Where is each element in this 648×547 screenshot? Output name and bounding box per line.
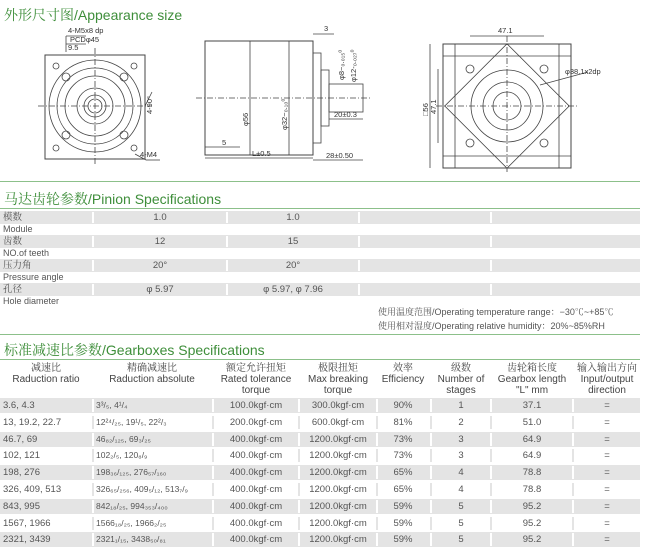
cell-length: 78.8	[522, 484, 542, 495]
cell-abs: 12²⁴/₂₅, 19¹/₅, 22²/₃	[96, 416, 167, 427]
cell-max: 1200.0kgf·cm	[309, 534, 367, 546]
cell-stages: 4	[458, 484, 464, 495]
pinion-row-hole	[0, 283, 640, 296]
pinion-label-en: NO.of teeth	[3, 248, 50, 258]
cell-rated: 400.0kgf·cm	[229, 484, 283, 495]
header-en: Rated tolerance torque	[220, 374, 292, 396]
table-row	[0, 415, 640, 430]
pinion-value: φ 5.97, φ 7.96	[263, 284, 323, 295]
cell-ratio: 13, 19.2, 22.7	[3, 416, 62, 428]
cell-length: 51.0	[522, 416, 542, 428]
cell-divider	[92, 433, 94, 446]
cell-stages: 3	[458, 450, 464, 462]
dim-label: φ32−₀.₁₀⁰	[280, 98, 289, 130]
cell-divider	[92, 449, 94, 462]
cell-rated: 200.0kgf·cm	[229, 416, 283, 428]
pinion-label-en: Pressure angle	[3, 272, 64, 282]
header-cn: 极限扭矩	[318, 363, 358, 374]
cell-eff: 65%	[393, 467, 413, 479]
cell-abs: 2321₁/₁₅, 3438₅₀/₈₁	[96, 534, 166, 545]
header-rated-torque	[214, 363, 298, 396]
dim-label: 28±0.50	[326, 151, 354, 160]
header-cn: 齿轮箱长度	[507, 363, 557, 374]
pinion-value: 1.0	[286, 212, 300, 223]
appearance-drawing	[0, 22, 648, 172]
table-row	[0, 516, 640, 531]
cell-ratio: 1567, 1966	[3, 517, 51, 529]
header-en: Gearbox length "L" mm	[497, 374, 567, 396]
cell-stages: 4	[458, 467, 464, 479]
table-row	[0, 532, 640, 547]
cell-dir: =	[604, 500, 610, 512]
header-en: Max breaking torque	[307, 374, 369, 396]
table-row	[0, 432, 640, 447]
cell-abs: 198₃₆/₁₂₅, 276₅₇/₁₆₀	[96, 467, 167, 478]
header-cn: 输入输出方向	[577, 363, 637, 374]
table-row	[0, 482, 640, 497]
dim-label: 4-M4	[140, 150, 158, 159]
cell-divider	[358, 284, 360, 295]
cell-divider	[358, 212, 360, 223]
pinion-value: 20°	[285, 260, 301, 271]
table-row	[0, 448, 640, 463]
cell-divider	[92, 533, 94, 546]
section-divider	[0, 359, 640, 360]
temperature-note: 使用温度范围/Operating temperature range：−30℃~+85℃	[378, 307, 614, 317]
cell-dir: =	[604, 517, 610, 529]
pinion-label: 压力角	[3, 260, 32, 271]
pinion-value: 20°	[152, 260, 168, 271]
cell-divider	[92, 466, 94, 479]
cell-ratio: 46.7, 69	[3, 433, 38, 445]
section-divider	[0, 181, 640, 182]
cell-dir: =	[604, 433, 610, 445]
pinion-value: φ 5.97	[146, 284, 174, 295]
section-divider	[0, 334, 640, 335]
cell-length: 95.2	[522, 534, 542, 546]
cell-max: 1200.0kgf·cm	[309, 517, 367, 529]
cell-max: 1200.0kgf·cm	[309, 467, 367, 479]
cell-max: 1200.0kgf·cm	[309, 433, 367, 445]
cell-divider	[92, 517, 94, 530]
dim-label: 20±0.3	[334, 110, 357, 119]
cell-eff: 81%	[393, 416, 413, 428]
pinion-label: 模数	[3, 212, 23, 223]
cell-ratio: 843, 995	[3, 500, 40, 512]
cell-stages: 5	[458, 534, 464, 546]
header-en: Raduction ratio	[12, 374, 80, 385]
cell-eff: 59%	[393, 517, 413, 529]
header-cn: 精确减速比	[127, 363, 177, 374]
cell-ratio: 326, 409, 513	[3, 484, 62, 495]
cell-eff: 65%	[393, 484, 413, 495]
section-divider	[0, 208, 640, 209]
header-absolute	[92, 363, 212, 385]
cell-dir: =	[604, 416, 610, 428]
cell-rated: 400.0kgf·cm	[229, 433, 283, 445]
dim-label: 4-M5x8 dp	[68, 26, 104, 35]
dim-label: □56	[421, 103, 430, 116]
dim-label: L±0.5	[252, 149, 271, 158]
header-en: Input/output direction	[580, 374, 634, 396]
header-stages	[432, 363, 490, 396]
header-ratio	[0, 363, 92, 385]
cell-max: 1200.0kgf·cm	[309, 484, 367, 495]
pinion-row-pressure-angle	[0, 259, 640, 272]
cell-max: 300.0kgf·cm	[311, 400, 365, 411]
pinion-value: 1.0	[153, 212, 167, 223]
cell-ratio: 198, 276	[3, 467, 40, 479]
cell-divider	[92, 500, 94, 513]
cell-divider	[92, 483, 94, 496]
cell-stages: 3	[458, 433, 464, 445]
cell-divider	[490, 236, 492, 247]
cell-rated: 400.0kgf·cm	[229, 500, 283, 512]
cell-max: 600.0kgf·cm	[311, 416, 365, 428]
cell-eff: 59%	[393, 500, 413, 512]
cell-dir: =	[604, 450, 610, 462]
cell-dir: =	[604, 467, 610, 479]
cell-max: 1200.0kgf·cm	[309, 500, 367, 512]
pinion-label: 齿数	[3, 236, 23, 247]
cell-ratio: 102, 121	[3, 450, 40, 462]
cell-divider	[92, 416, 94, 429]
cell-length: 78.8	[522, 467, 542, 479]
header-en: Number of stages	[437, 374, 485, 396]
table-row	[0, 465, 640, 480]
section-title-pinion: 马达齿轮参数/Pinion Specifications	[4, 191, 222, 207]
cell-eff: 73%	[393, 450, 413, 462]
cell-stages: 5	[458, 517, 464, 529]
dim-label: 47.1	[429, 99, 438, 114]
cell-divider	[358, 236, 360, 247]
table-row	[0, 499, 640, 514]
cell-stages: 1	[458, 400, 464, 411]
cell-divider	[358, 260, 360, 271]
cell-divider	[490, 284, 492, 295]
cell-abs: 326₆₅/₂₅₆, 409₅/₁₂, 513₇/₉	[96, 484, 188, 494]
header-direction	[574, 363, 640, 396]
dim-label: φ56	[241, 112, 250, 126]
cell-length: 37.1	[522, 400, 542, 411]
cell-length: 64.9	[522, 450, 542, 462]
cell-rated: 400.0kgf·cm	[229, 534, 283, 546]
pinion-label: 孔径	[3, 284, 23, 295]
pinion-value: 12	[154, 236, 166, 247]
cell-length: 95.2	[522, 500, 542, 512]
cell-eff: 90%	[393, 400, 413, 411]
cell-abs: 102₂/₅, 120₈/₉	[96, 450, 148, 461]
cell-ratio: 3.6, 4.3	[3, 400, 35, 411]
header-cn: 额定允许扭矩	[226, 363, 286, 374]
cell-abs: 3³/₅, 4¹/₄	[96, 400, 128, 410]
cell-eff: 73%	[393, 433, 413, 445]
dim-label: PCDφ45	[70, 35, 100, 44]
dim-label: 4-90°	[145, 95, 154, 114]
cell-rated: 400.0kgf·cm	[229, 517, 283, 529]
cell-divider	[92, 399, 94, 412]
header-max-torque	[300, 363, 376, 396]
header-cn: 减速比	[31, 363, 61, 374]
dim-label: φ38.1x2dp	[565, 67, 601, 76]
header-en: Efficiency	[381, 374, 425, 385]
cell-divider	[490, 260, 492, 271]
dim-label: 47.1	[498, 26, 513, 35]
cell-dir: =	[604, 400, 610, 411]
section-title-gearbox: 标准减速比参数/Gearboxes Specifications	[4, 342, 265, 358]
dim-label: φ12-₀.₀₂₇⁰	[349, 49, 358, 82]
cell-eff: 59%	[393, 534, 413, 546]
cell-abs: 46₈₂/₁₂₅, 69₃/₂₅	[96, 433, 151, 444]
dim-label: φ8−₀.₀₁₅⁰	[337, 49, 346, 80]
pinion-label-en: Hole diameter	[3, 296, 60, 306]
header-en: Raduction absolute	[109, 374, 195, 385]
cell-dir: =	[604, 484, 610, 495]
dim-label: 5	[222, 138, 227, 147]
cell-length: 95.2	[522, 517, 542, 529]
humidity-note: 使用相对湿度/Operating relative humidity：20%~85%RH	[378, 321, 605, 331]
cell-dir: =	[604, 534, 610, 546]
header-efficiency	[378, 363, 428, 385]
pinion-row-module	[0, 211, 640, 224]
header-cn: 级数	[451, 363, 471, 374]
table-row	[0, 398, 640, 413]
pinion-label-en: Module	[3, 224, 33, 234]
pinion-row-teeth	[0, 235, 640, 248]
cell-rated: 100.0kgf·cm	[229, 400, 283, 411]
cell-rated: 400.0kgf·cm	[229, 467, 283, 479]
header-cn: 效率	[393, 363, 413, 374]
dim-label: 3	[324, 24, 329, 33]
section-title-appearance: 外形尺寸图/Appearance size	[4, 7, 183, 23]
cell-stages: 2	[458, 416, 464, 428]
cell-max: 1200.0kgf·cm	[309, 450, 367, 462]
header-length	[492, 363, 572, 396]
cell-abs: 1566₁₈/₂₅, 1966₂/₂₅	[96, 517, 167, 528]
cell-stages: 5	[458, 500, 464, 512]
cell-rated: 400.0kgf·cm	[229, 450, 283, 462]
pinion-value: 15	[287, 236, 299, 247]
cell-length: 64.9	[522, 433, 542, 445]
cell-abs: 842₁₈/₂₅, 994₃₅₃/₄₀₀	[96, 500, 168, 511]
dim-label: 9.5	[68, 43, 79, 52]
cell-ratio: 2321, 3439	[3, 534, 51, 546]
cell-divider	[490, 212, 492, 223]
